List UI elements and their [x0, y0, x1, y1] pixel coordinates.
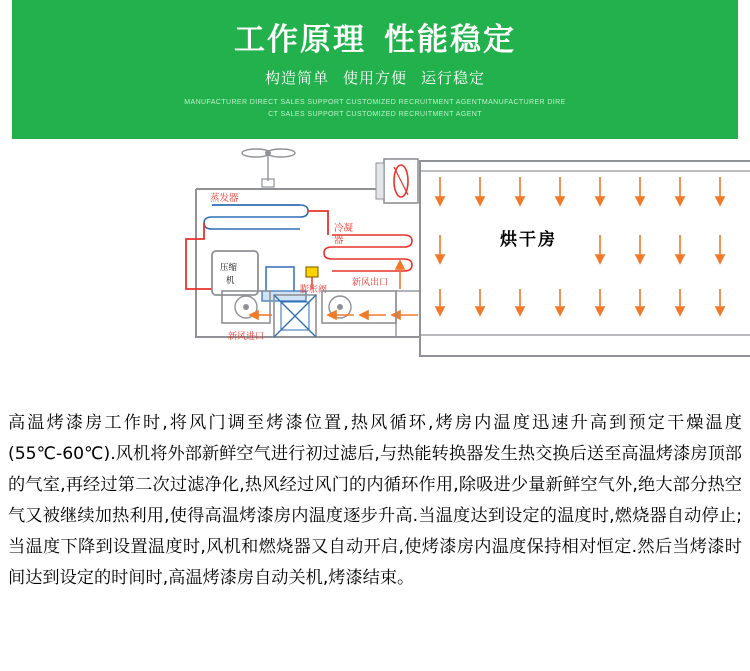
banner-left-margin [0, 0, 12, 139]
banner-title [12, 22, 738, 58]
banner-subtitle-1: 构造简单 [264, 69, 329, 87]
top-duct-flange [376, 163, 384, 199]
banner-subtitle-3: 运行稳定 [421, 69, 486, 87]
banner-subtitle [12, 67, 738, 88]
fresh-air-inlet-label: 新风进口 [228, 332, 265, 342]
compressor-box [212, 251, 258, 295]
expansion-valve-label: 膨胀阀 [300, 285, 328, 295]
banner-title-main: 工作原理 [234, 22, 366, 57]
drying-room-airflow-arrows [436, 177, 750, 315]
diagram-svg [0, 139, 750, 394]
supply-air-riser-arrow [396, 261, 404, 289]
working-principle-diagram [0, 139, 750, 394]
header-banner [0, 0, 750, 139]
liquid-receiver [266, 267, 294, 293]
compressor-label-line1: 压缩 [220, 263, 238, 273]
description-paragraph: 高温烤漆房工作时,将风门调至烤漆位置,热风循环,烤房内温度迅速升高到预定干燥温度(55℃-60℃).风机将外部新鲜空气进行初过滤后,与热能转换器发生热交换后送至高温烤漆房顶部的气室,再经过第二次过滤净化,热风经过风门的内循环作用,除吸进少量新鲜空气外,绝大部分热空气又被继续加热利用,使得高温烤漆房内温度逐步升高.当温度达到设定的温度时,燃烧器自动停止;当温度下降到设置温度时,风机和燃烧器又自动开启,使烤漆房内温度保持相对恒定.然后当烤漆时间达到设定的时间时,高温烤漆房自动关机,烤漆结束。 [8, 413, 742, 588]
exchanger-inlet-arrow [250, 311, 272, 319]
banner-right-margin [738, 0, 750, 139]
compressor-label-line2: 机 [226, 276, 235, 286]
drying-room-ceiling-plenum [420, 161, 750, 171]
banner-subtitle-2: 使用方便 [342, 69, 407, 87]
banner-english-text [12, 97, 738, 122]
condenser-label-line2: 器 [334, 235, 344, 246]
drying-room-outline [420, 161, 750, 356]
expansion-valve-icon [306, 267, 318, 277]
banner-content [12, 0, 738, 139]
evaporator-label: 蒸发器 [210, 193, 239, 204]
fresh-air-outlet-label: 新风出口 [352, 278, 389, 288]
banner-english-line-1: MANUFACTURER DIRECT SALES SUPPORT CUSTOMIZED RECRUITMENT AGENTMANUFACTURER DIRE [184, 98, 566, 106]
drying-room-label: 烘干房 [500, 230, 557, 250]
banner-title-secondary: 性能稳定 [384, 22, 516, 57]
condenser-label-line1: 冷凝 [334, 223, 354, 234]
evaporator-coil [204, 205, 308, 229]
exhaust-fan-icon [242, 149, 295, 187]
banner-english-line-2: CT SALES SUPPORT CUSTOMIZED RECRUITMENT AGENT [268, 110, 482, 118]
